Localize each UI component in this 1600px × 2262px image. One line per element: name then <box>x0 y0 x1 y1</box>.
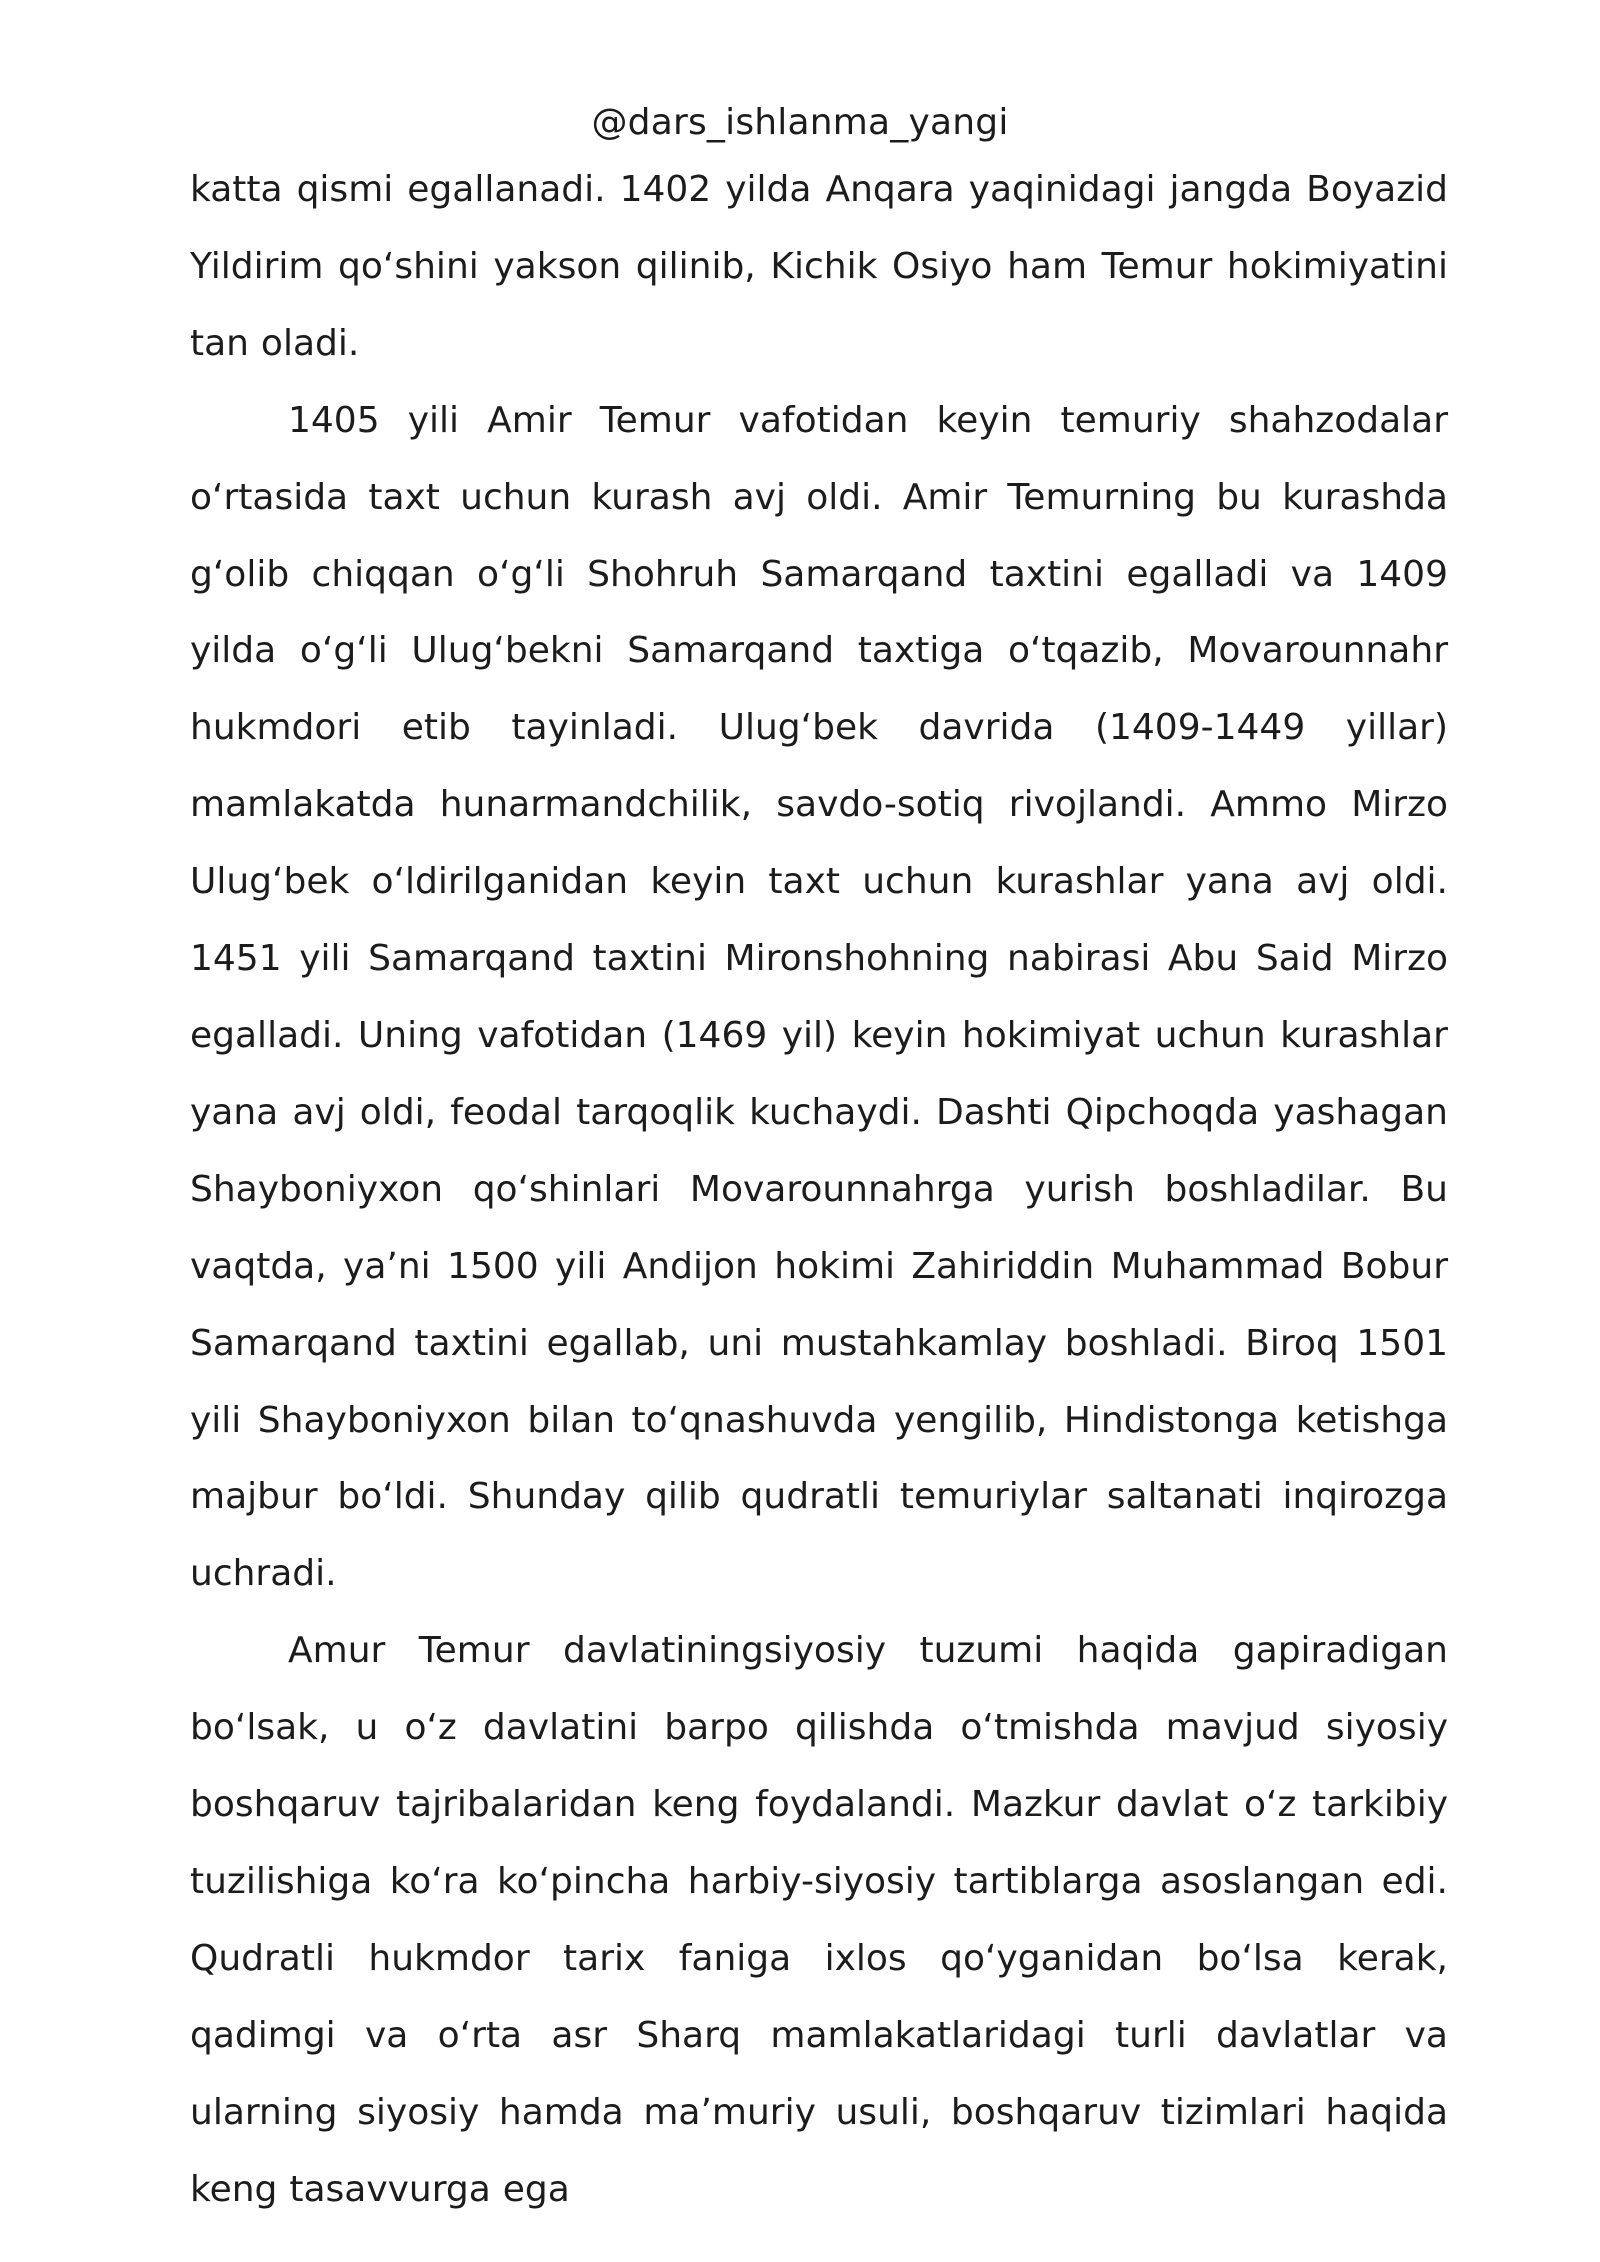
paragraph-temurids-succession: 1405 yili Amir Temur vafotidan keyin temuriy shahzodalar o‘rtasida taxt uchun kurash avj oldi. Amir Temurning bu kurashda g‘olib chiqqan o‘g‘li Shohruh Samarqand taxtini egalladi va 1409 yilda o‘g‘li Ulug‘bekni Samarqand taxtiga o‘tqazib, Movarounnahr hukmdori etib tayinladi. Ulug‘bek davrida (1409-1449 yillar) mamlakatda hunarmandchilik, savdo-sotiq rivojlandi. Ammo Mirzo Ulug‘bek o‘ldirilganidan keyin taxt uchun kurashlar yana avj oldi. 1451 yili Samarqand taxtini Mironshohning nabirasi Abu Said Mirzo egalladi. Uning vafotidan (1469 yil) keyin hokimiyat uchun kurashlar yana avj oldi, feodal tarqoqlik kuchaydi. Dashti Qipchoqda yashagan Shayboniyxon qo‘shinlari Movarounnahrga yurish boshladilar. Bu vaqtda, ya’ni 1500 yili Andijon hokimi Zahiriddin Muhammad Bobur Samarqand taxtini egallab, uni mustahkamlay boshladi. Biroq 1501 yili Shayboniyxon bilan to‘qnashuvda yengilib, Hindistonga ketishga majbur bo‘ldi. Shunday qilib qudratli temuriylar saltanati inqirozga uchradi. <box>190 399 1448 1595</box>
paragraph-continuation: katta qismi egallanadi. 1402 yilda Anqara yaqinidagi jangda Boyazid Yildirim qo‘shini yakson qilinib, Kichik Osiyo ham Temur hokimiyatini tan oladi. <box>190 169 1448 364</box>
page-header: @dars_ishlanma_yangi <box>591 102 1009 143</box>
paragraph-political-system: Amur Temur davlatiningsiyosiy tuzumi haqida gapiradigan bo‘lsak, u o‘z davlatini barpo qilishda o‘tmishda mavjud siyosiy boshqaruv tajribalaridan keng foydalandi. Mazkur davlat o‘z tarkibiy tuzilishiga ko‘ra ko‘pincha harbiy-siyosiy tartiblarga asoslangan edi. Qudratli hukmdor tarix faniga ixlos qo‘yganidan bo‘lsa kerak, qadimgi va o‘rta asr Sharq mamlakatlaridagi turli davlatlar va ularning siyosiy hamda ma’muriy usuli, boshqaruv tizimlari haqida keng tasavvurga ega <box>190 1630 1448 2210</box>
document-body <box>190 152 1448 2228</box>
